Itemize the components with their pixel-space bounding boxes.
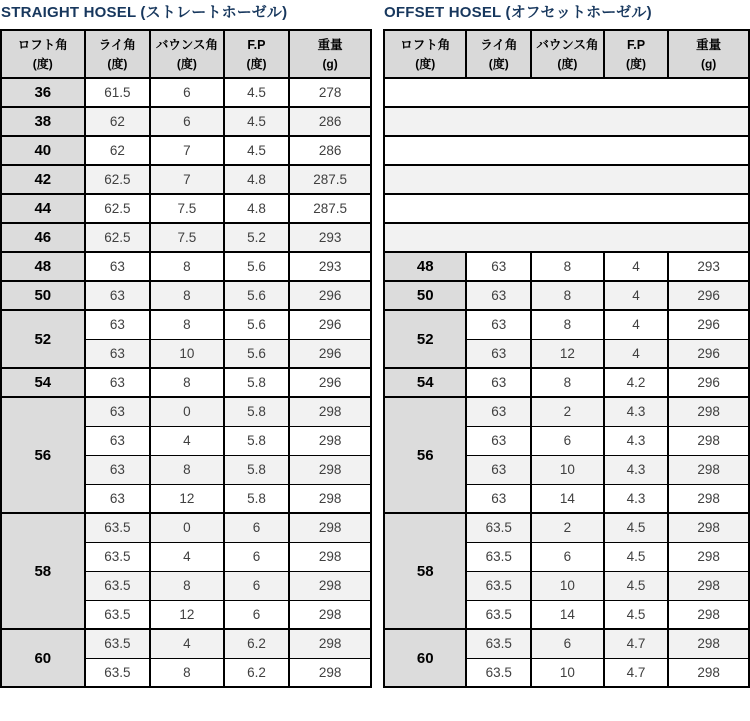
spec-value-cell: 12 xyxy=(531,339,604,368)
spec-value-cell: 5.6 xyxy=(224,310,289,339)
empty-row xyxy=(384,194,749,223)
spec-value-cell: 63 xyxy=(466,281,531,310)
column-header xyxy=(224,30,289,78)
loft-angle-cell: 56 xyxy=(1,397,85,513)
spec-value-cell: 61.5 xyxy=(85,78,150,107)
spec-value-cell: 10 xyxy=(531,455,604,484)
spec-value-cell: 298 xyxy=(289,571,371,600)
empty-cell xyxy=(384,136,749,165)
spec-value-cell: 63.5 xyxy=(466,513,531,542)
spec-value-cell: 298 xyxy=(668,629,749,658)
column-header xyxy=(289,30,371,78)
spec-value-cell: 14 xyxy=(531,600,604,629)
spec-value-cell: 286 xyxy=(289,107,371,136)
spec-value-cell: 4.7 xyxy=(604,629,669,658)
spec-value-cell: 63 xyxy=(466,368,531,397)
spec-value-cell: 12 xyxy=(150,600,224,629)
spec-value-cell: 8 xyxy=(531,252,604,281)
spec-value-cell: 298 xyxy=(289,600,371,629)
table-row xyxy=(1,629,371,658)
spec-value-cell: 4.2 xyxy=(604,368,669,397)
loft-angle-cell: 54 xyxy=(1,368,85,397)
column-header-unit: (度) xyxy=(32,57,53,71)
spec-value-cell: 8 xyxy=(150,252,224,281)
spec-value-cell: 10 xyxy=(531,658,604,687)
spec-value-cell: 4.5 xyxy=(604,600,669,629)
spec-value-cell: 298 xyxy=(668,542,749,571)
spec-value-cell: 8 xyxy=(150,658,224,687)
spec-value-cell: 4.5 xyxy=(604,542,669,571)
spec-value-cell: 5.2 xyxy=(224,223,289,252)
spec-value-cell: 7.5 xyxy=(150,194,224,223)
spec-value-cell: 4 xyxy=(150,426,224,455)
spec-value-cell: 6 xyxy=(150,78,224,107)
spec-value-cell: 63.5 xyxy=(85,600,150,629)
spec-value-cell: 8 xyxy=(150,310,224,339)
spec-value-cell: 62.5 xyxy=(85,223,150,252)
table-row xyxy=(384,368,749,397)
loft-angle-cell: 46 xyxy=(1,223,85,252)
spec-value-cell: 4.8 xyxy=(224,194,289,223)
table-row xyxy=(1,281,371,310)
spec-value-cell: 63.5 xyxy=(466,571,531,600)
spec-value-cell: 4.3 xyxy=(604,397,669,426)
spec-value-cell: 8 xyxy=(150,281,224,310)
empty-row xyxy=(384,78,749,107)
spec-value-cell: 8 xyxy=(150,571,224,600)
loft-angle-cell: 48 xyxy=(1,252,85,281)
column-header-unit: (度) xyxy=(415,57,436,71)
spec-value-cell: 63.5 xyxy=(466,658,531,687)
spec-value-cell: 298 xyxy=(289,426,371,455)
spec-value-cell: 296 xyxy=(668,310,749,339)
column-header-unit: (度) xyxy=(176,57,197,71)
spec-value-cell: 4 xyxy=(604,281,669,310)
spec-value-cell: 4.5 xyxy=(604,513,669,542)
column-header-unit: (度) xyxy=(107,57,128,71)
loft-angle-cell: 56 xyxy=(384,397,466,513)
spec-value-cell: 63.5 xyxy=(85,658,150,687)
loft-angle-cell: 52 xyxy=(1,310,85,368)
loft-angle-cell: 50 xyxy=(384,281,466,310)
loft-angle-cell: 60 xyxy=(384,629,466,687)
spec-value-cell: 63 xyxy=(466,426,531,455)
spec-value-cell: 62.5 xyxy=(85,165,150,194)
table-row xyxy=(1,223,371,252)
loft-angle-cell: 58 xyxy=(384,513,466,629)
spec-value-cell: 6 xyxy=(531,542,604,571)
spec-value-cell: 63 xyxy=(85,484,150,513)
spec-value-cell: 298 xyxy=(289,513,371,542)
table-row xyxy=(384,252,749,281)
spec-value-cell: 63 xyxy=(85,368,150,397)
spec-value-cell: 4.3 xyxy=(604,484,669,513)
spec-value-cell: 5.6 xyxy=(224,252,289,281)
spec-value-cell: 296 xyxy=(289,281,371,310)
column-header xyxy=(466,30,531,78)
table-row xyxy=(384,629,749,658)
spec-value-cell: 63 xyxy=(85,339,150,368)
spec-value-cell: 296 xyxy=(668,339,749,368)
spec-value-cell: 5.8 xyxy=(224,455,289,484)
column-header xyxy=(604,30,669,78)
spec-value-cell: 2 xyxy=(531,513,604,542)
spec-value-cell: 63 xyxy=(466,339,531,368)
spec-value-cell: 298 xyxy=(289,629,371,658)
empty-cell xyxy=(384,107,749,136)
straight-hosel-panel xyxy=(0,0,372,688)
header-row xyxy=(384,30,749,78)
column-header-label: バウンス角 xyxy=(155,38,218,52)
spec-value-cell: 62 xyxy=(85,136,150,165)
offset-hosel-table xyxy=(383,29,750,688)
spec-value-cell: 293 xyxy=(289,252,371,281)
spec-value-cell: 10 xyxy=(150,339,224,368)
spec-value-cell: 63.5 xyxy=(85,629,150,658)
empty-row xyxy=(384,107,749,136)
spec-value-cell: 5.8 xyxy=(224,397,289,426)
spec-value-cell: 6 xyxy=(531,426,604,455)
column-header-unit: (度) xyxy=(488,57,509,71)
column-header xyxy=(1,30,85,78)
column-header-label: バウンス角 xyxy=(536,38,599,52)
spec-value-cell: 63 xyxy=(466,484,531,513)
column-header-unit: (度) xyxy=(557,57,578,71)
column-header xyxy=(668,30,749,78)
table-row xyxy=(1,310,371,339)
table-row xyxy=(1,513,371,542)
column-header xyxy=(150,30,224,78)
header-row xyxy=(1,30,371,78)
spec-value-cell: 6 xyxy=(224,600,289,629)
spec-value-cell: 6 xyxy=(224,571,289,600)
spec-value-cell: 14 xyxy=(531,484,604,513)
offset-hosel-panel xyxy=(383,0,750,688)
spec-value-cell: 8 xyxy=(150,368,224,397)
table-row xyxy=(384,397,749,426)
table-row xyxy=(384,281,749,310)
spec-value-cell: 4 xyxy=(604,310,669,339)
empty-row xyxy=(384,136,749,165)
straight-hosel-table-body xyxy=(1,78,371,687)
offset-hosel-title: OFFSET HOSEL (オフセットホーゼル) xyxy=(384,4,652,21)
spec-value-cell: 296 xyxy=(289,310,371,339)
spec-value-cell: 6.2 xyxy=(224,658,289,687)
column-header xyxy=(85,30,150,78)
loft-angle-cell: 48 xyxy=(384,252,466,281)
column-header-label: ロフト角 xyxy=(400,38,451,52)
spec-value-cell: 4.5 xyxy=(224,107,289,136)
spec-value-cell: 5.6 xyxy=(224,339,289,368)
column-header-unit: (g) xyxy=(700,57,717,71)
spec-value-cell: 63 xyxy=(85,397,150,426)
spec-value-cell: 7.5 xyxy=(150,223,224,252)
spec-value-cell: 63 xyxy=(85,455,150,484)
spec-value-cell: 6 xyxy=(531,629,604,658)
loft-angle-cell: 36 xyxy=(1,78,85,107)
spec-value-cell: 298 xyxy=(668,600,749,629)
column-header-label: ロフト角 xyxy=(17,38,68,52)
spec-value-cell: 298 xyxy=(289,455,371,484)
table-row xyxy=(1,194,371,223)
spec-value-cell: 6 xyxy=(224,513,289,542)
offset-hosel-table-body xyxy=(384,78,749,687)
column-header-unit: (度) xyxy=(246,57,267,71)
spec-value-cell: 4.5 xyxy=(224,136,289,165)
spec-value-cell: 298 xyxy=(668,484,749,513)
column-header xyxy=(531,30,604,78)
spec-value-cell: 296 xyxy=(289,368,371,397)
table-row xyxy=(1,397,371,426)
spec-value-cell: 287.5 xyxy=(289,165,371,194)
loft-angle-cell: 42 xyxy=(1,165,85,194)
loft-angle-cell: 50 xyxy=(1,281,85,310)
column-header-unit: (度) xyxy=(626,57,646,71)
offset-hosel-table-header xyxy=(384,30,749,78)
spec-value-cell: 63 xyxy=(466,455,531,484)
spec-value-cell: 296 xyxy=(668,281,749,310)
spec-value-cell: 8 xyxy=(531,368,604,397)
spec-value-cell: 63.5 xyxy=(85,571,150,600)
spec-value-cell: 5.6 xyxy=(224,281,289,310)
spec-value-cell: 4.3 xyxy=(604,426,669,455)
loft-angle-cell: 38 xyxy=(1,107,85,136)
spec-value-cell: 287.5 xyxy=(289,194,371,223)
table-row xyxy=(384,513,749,542)
spec-value-cell: 63 xyxy=(466,310,531,339)
spec-value-cell: 298 xyxy=(668,658,749,687)
spec-value-cell: 278 xyxy=(289,78,371,107)
spec-value-cell: 63.5 xyxy=(466,542,531,571)
column-header-unit: (g) xyxy=(322,57,338,71)
table-row xyxy=(1,107,371,136)
empty-cell xyxy=(384,165,749,194)
spec-value-cell: 10 xyxy=(531,571,604,600)
table-row xyxy=(1,252,371,281)
spec-value-cell: 298 xyxy=(668,426,749,455)
loft-angle-cell: 40 xyxy=(1,136,85,165)
spec-value-cell: 63.5 xyxy=(85,513,150,542)
spec-value-cell: 4 xyxy=(604,252,669,281)
straight-hosel-table xyxy=(0,29,372,688)
table-row xyxy=(1,136,371,165)
spec-value-cell: 4 xyxy=(150,629,224,658)
spec-value-cell: 298 xyxy=(289,542,371,571)
spec-value-cell: 298 xyxy=(289,484,371,513)
table-row xyxy=(384,310,749,339)
spec-value-cell: 4.5 xyxy=(604,571,669,600)
spec-value-cell: 12 xyxy=(150,484,224,513)
spec-value-cell: 63.5 xyxy=(85,542,150,571)
empty-cell xyxy=(384,78,749,107)
spec-value-cell: 62.5 xyxy=(85,194,150,223)
spec-value-cell: 0 xyxy=(150,397,224,426)
spec-value-cell: 8 xyxy=(531,310,604,339)
spec-value-cell: 0 xyxy=(150,513,224,542)
spec-value-cell: 298 xyxy=(668,571,749,600)
spec-value-cell: 7 xyxy=(150,136,224,165)
spec-value-cell: 4.3 xyxy=(604,455,669,484)
spec-value-cell: 6 xyxy=(224,542,289,571)
empty-cell xyxy=(384,223,749,252)
spec-value-cell: 5.8 xyxy=(224,426,289,455)
spec-value-cell: 63.5 xyxy=(466,600,531,629)
spec-value-cell: 2 xyxy=(531,397,604,426)
column-header-label: F.P xyxy=(626,38,646,52)
empty-row xyxy=(384,223,749,252)
loft-angle-cell: 54 xyxy=(384,368,466,397)
spec-value-cell: 293 xyxy=(289,223,371,252)
table-row xyxy=(1,165,371,194)
spec-value-cell: 5.8 xyxy=(224,368,289,397)
spec-value-cell: 63 xyxy=(85,310,150,339)
spec-value-cell: 296 xyxy=(668,368,749,397)
column-header-label: ライ角 xyxy=(480,38,518,52)
spec-value-cell: 8 xyxy=(531,281,604,310)
spec-value-cell: 4.7 xyxy=(604,658,669,687)
spec-value-cell: 6.2 xyxy=(224,629,289,658)
loft-angle-cell: 52 xyxy=(384,310,466,368)
straight-hosel-title: STRAIGHT HOSEL (ストレートホーゼル) xyxy=(1,4,288,21)
spec-value-cell: 4.8 xyxy=(224,165,289,194)
straight-hosel-table-header xyxy=(1,30,371,78)
spec-value-cell: 298 xyxy=(668,397,749,426)
table-row xyxy=(1,78,371,107)
empty-cell xyxy=(384,194,749,223)
column-header xyxy=(384,30,466,78)
spec-value-cell: 63 xyxy=(85,281,150,310)
spec-value-cell: 6 xyxy=(150,107,224,136)
column-header-label: 重量 xyxy=(317,38,343,52)
spec-value-cell: 4.5 xyxy=(224,78,289,107)
spec-value-cell: 63 xyxy=(466,397,531,426)
spec-value-cell: 286 xyxy=(289,136,371,165)
spec-value-cell: 63 xyxy=(85,252,150,281)
spec-value-cell: 8 xyxy=(150,455,224,484)
spec-value-cell: 7 xyxy=(150,165,224,194)
spec-value-cell: 63 xyxy=(466,252,531,281)
spec-value-cell: 298 xyxy=(289,658,371,687)
spec-value-cell: 4 xyxy=(150,542,224,571)
spec-value-cell: 293 xyxy=(668,252,749,281)
loft-angle-cell: 58 xyxy=(1,513,85,629)
spec-value-cell: 298 xyxy=(668,513,749,542)
spec-value-cell: 62 xyxy=(85,107,150,136)
spec-value-cell: 63 xyxy=(85,426,150,455)
spec-value-cell: 298 xyxy=(289,397,371,426)
spec-value-cell: 4 xyxy=(604,339,669,368)
column-header-label: ライ角 xyxy=(98,38,136,52)
table-row xyxy=(1,368,371,397)
spec-value-cell: 63.5 xyxy=(466,629,531,658)
loft-angle-cell: 44 xyxy=(1,194,85,223)
spec-value-cell: 298 xyxy=(668,455,749,484)
empty-row xyxy=(384,165,749,194)
column-header-label: 重量 xyxy=(696,38,722,52)
spec-value-cell: 5.8 xyxy=(224,484,289,513)
column-header-label: F.P xyxy=(247,38,266,52)
loft-angle-cell: 60 xyxy=(1,629,85,687)
spec-value-cell: 296 xyxy=(289,339,371,368)
